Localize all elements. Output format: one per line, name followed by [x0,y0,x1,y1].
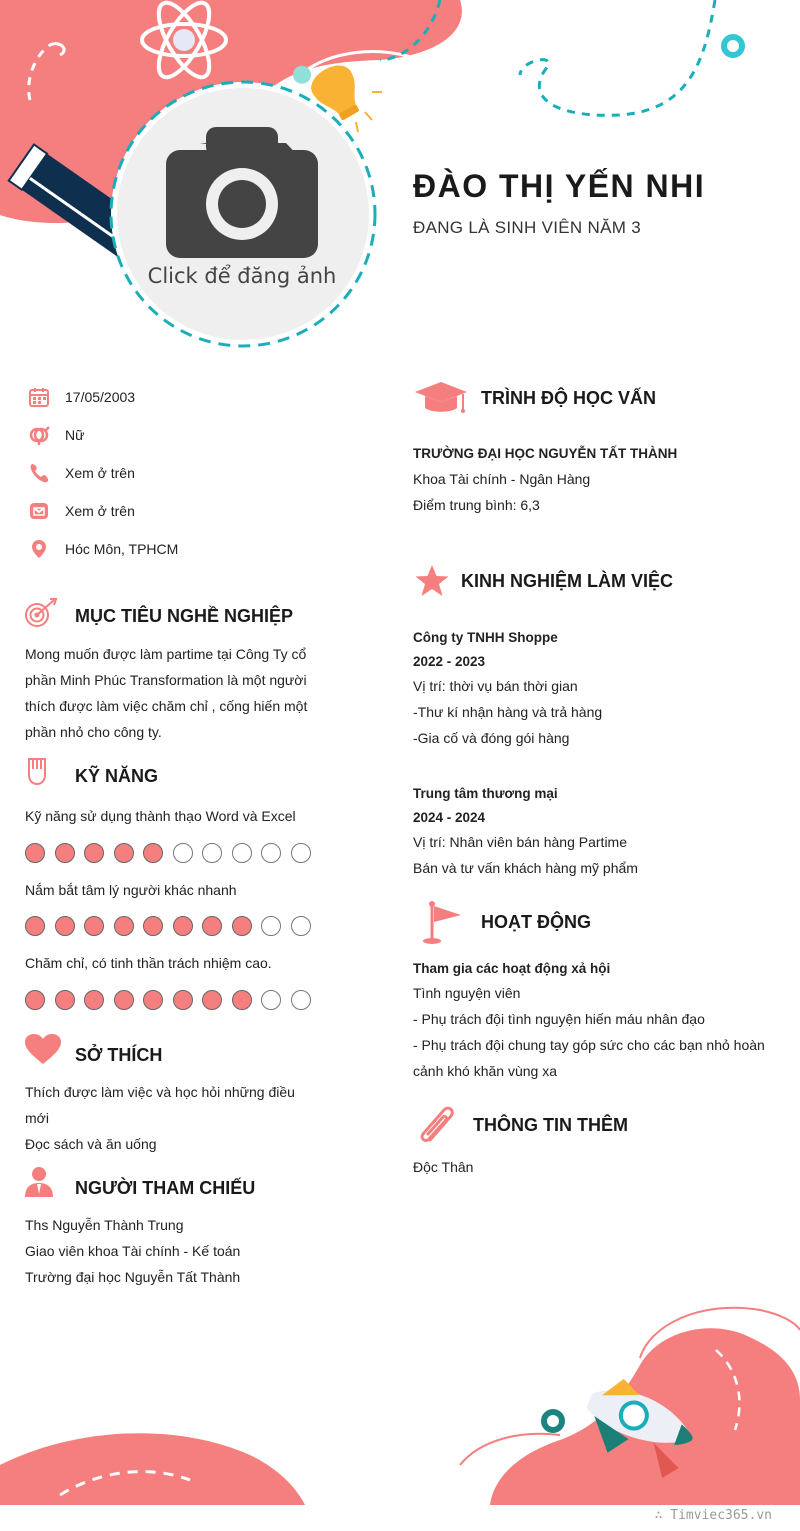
education-title: TRÌNH ĐỘ HỌC VẤN [481,388,656,408]
skill-dot-filled [55,843,75,863]
hobby-line: Đọc sách và ăn uống [25,1136,157,1152]
flag-icon [421,900,463,946]
job-company: Trung tâm thương mại [413,786,558,801]
skill-dot-filled [173,916,193,936]
skill-dot-filled [232,916,252,936]
skill-dot-empty [261,990,281,1010]
gender-icon [28,424,50,446]
skill-dot-filled [114,916,134,936]
phone-icon [28,462,50,484]
skill-dot-filled [84,916,104,936]
activities-title: HOẠT ĐỘNG [481,912,591,932]
reference-line: Trường đại học Nguyễn Tất Thành [25,1269,241,1285]
email-value: Xem ở trên [65,503,135,519]
star-icon [414,564,450,598]
activity-line: Tình nguyện viên [413,985,521,1001]
objective-line: phần Minh Phúc Transformation là một người [25,672,307,688]
reference-line: Ths Nguyễn Thành Trung [25,1217,184,1233]
skill-dot-empty [232,843,252,863]
contact-phone [28,460,135,486]
target-icon [24,597,58,629]
job-detail: -Gia cố và đóng gói hàng [413,730,570,746]
skill-dot-empty [291,990,311,1010]
job-detail: Vị trí: Nhân viên bán hàng Partime [413,834,628,850]
contact-gender [28,422,85,448]
education-school: TRƯỜNG ĐẠI HỌC NGUYỄN TẤT THÀNH [413,446,678,461]
job-period: 2022 - 2023 [413,654,486,669]
activity-line: - Phụ trách đội chung tay góp sức cho các bạn nhỏ hoàn [413,1037,765,1053]
references-title: NGƯỜI THAM CHIẾU [75,1178,256,1198]
skill-dot-filled [84,843,104,863]
objective-line: Mong muốn được làm partime tại Công Ty cổ [25,646,307,662]
extra-text: Độc Thân [413,1159,474,1175]
candidate-subtitle: ĐANG LÀ SINH VIÊN NĂM 3 [413,218,641,237]
objective-line: phần nhỏ cho công ty. [25,724,162,740]
skill-dot-filled [55,990,75,1010]
skill-label: Nắm bắt tâm lý người khác nhanh [25,882,237,898]
skill-dot-empty [291,843,311,863]
birthday-value: 17/05/2003 [65,389,136,405]
experience-title: KINH NGHIỆM LÀM VIỆC [461,571,674,591]
education-gpa: Điểm trung bình: 6,3 [413,497,540,513]
skill-dot-empty [173,843,193,863]
skill-dot-filled [173,990,193,1010]
skill-dot-filled [232,990,252,1010]
phone-value: Xem ở trên [65,465,135,481]
skill-label: Chăm chỉ, có tinh thần trách nhiệm cao. [25,955,272,971]
contact-address [28,536,179,562]
bottom-decoration [0,1290,800,1531]
skill-dot-filled [55,916,75,936]
job-detail: Bán và tư vấn khách hàng mỹ phẩm [413,860,638,876]
skill-dot-filled [25,916,45,936]
address-value: Hóc Môn, TPHCM [65,541,179,557]
skill-dot-filled [114,990,134,1010]
activity-line: cảnh khó khăn vùng xa [413,1063,557,1079]
candidate-name: ĐÀO THỊ YẾN NHI [413,168,706,204]
objective-line: thích được làm việc chăm chỉ , cống hiến một [25,698,308,714]
skill-dot-filled [114,843,134,863]
activity-line: - Phụ trách đội tình nguyện hiến máu nhân đạo [413,1011,705,1027]
skill-dot-filled [202,990,222,1010]
skill-dot-filled [202,916,222,936]
objective-title: MỤC TIÊU NGHỀ NGHIỆP [75,606,294,626]
skill-dot-empty [261,916,281,936]
skill-rating [25,843,311,863]
hobbies-title: SỞ THÍCH [75,1045,163,1065]
skill-dot-filled [143,990,163,1010]
skill-dot-filled [143,916,163,936]
skill-dot-filled [25,843,45,863]
skills-title: KỸ NĂNG [75,766,159,786]
skill-dot-filled [84,990,104,1010]
hobbies-text [25,1079,317,1157]
education-faculty: Khoa Tài chính - Ngân Hàng [413,471,591,487]
skill-dot-empty [291,916,311,936]
mail-icon [28,500,50,522]
objective-text [25,641,317,745]
skill-dot-empty [261,843,281,863]
job-detail: Vị trí: thời vụ bán thời gian [413,678,578,694]
references-text [25,1212,317,1290]
gender-value: Nữ [65,427,85,443]
activities-heading: Tham gia các hoạt động xả hội [413,961,611,976]
job-detail: -Thư kí nhận hàng và trả hàng [413,704,603,720]
reference-line: Giao viên khoa Tài chính - Kế toán [25,1243,241,1259]
skill-dot-empty [202,843,222,863]
skill-rating [25,916,311,936]
skill-dot-filled [25,990,45,1010]
skill-label: Kỹ năng sử dụng thành thạo Word và Excel [25,808,296,824]
location-pin-icon [28,538,50,560]
skill-rating [25,990,311,1010]
fist-icon [26,755,48,787]
job-period: 2024 - 2024 [413,810,486,825]
calendar-icon [28,386,50,408]
graduation-cap-icon [413,380,469,414]
extra-title: THÔNG TIN THÊM [473,1115,628,1135]
paperclip-icon [416,1104,458,1146]
heart-icon [24,1033,62,1065]
hobby-line: Thích được làm việc và học hỏi những điều [25,1084,295,1100]
hobby-line: mới [25,1110,49,1126]
watermark: ∴ Timviec365.vn [654,1508,772,1523]
job-company: Công ty TNHH Shoppe [413,630,558,645]
upload-photo-label[interactable]: Click để đăng ảnh [147,264,337,288]
contact-birthday [28,384,136,410]
skill-dot-filled [143,843,163,863]
person-icon [24,1166,54,1198]
contact-email [28,498,135,524]
